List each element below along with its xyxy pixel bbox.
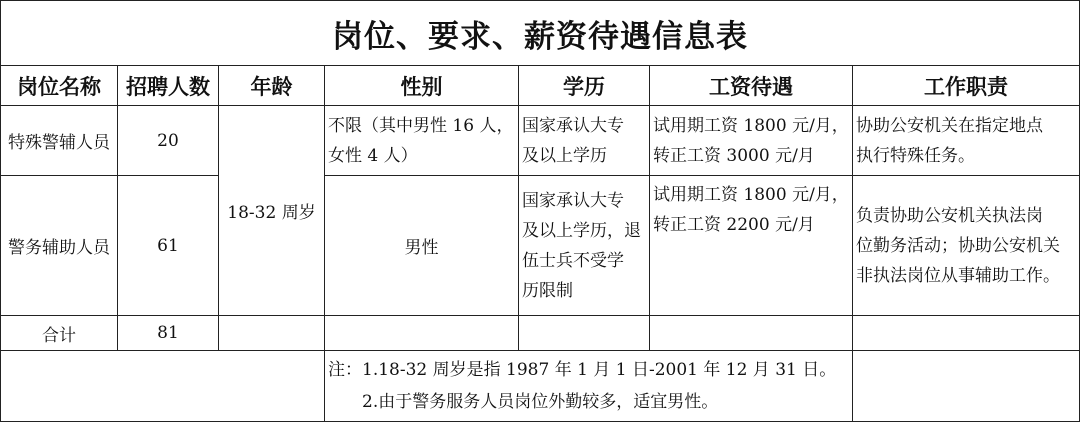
education-cell [519, 176, 650, 316]
empty-cell [519, 316, 650, 351]
gender-line: 不限（其中男性 16 人， [328, 115, 514, 136]
education-line: 历限制 [522, 280, 573, 301]
table-row [1, 106, 1080, 176]
duty-line: 位勤务活动；协助公安机关 [856, 235, 1060, 256]
total-count: 81 [118, 316, 219, 351]
duty-cell [853, 106, 1080, 176]
notes-spacer [1, 351, 325, 422]
salary-line: 试用期工资 1800 元/月， [653, 115, 849, 136]
header-duty: 工作职责 [853, 66, 1080, 106]
duty-line: 负责协助公安机关执法岗 [856, 205, 1043, 226]
empty-cell [853, 351, 1080, 422]
header-row [1, 66, 1080, 106]
salary-line: 转正工资 3000 元/月 [653, 145, 815, 166]
header-age: 年龄 [219, 66, 325, 106]
header-salary: 工资待遇 [650, 66, 853, 106]
duty-cell [853, 176, 1080, 316]
header-education: 学历 [519, 66, 650, 106]
education-cell [519, 106, 650, 176]
duty-line: 执行特殊任务。 [856, 145, 975, 166]
header-gender: 性别 [325, 66, 519, 106]
age-cell: 18-32 周岁 [219, 106, 325, 316]
education-line: 国家承认大专 [522, 115, 624, 136]
duty-line: 非执法岗位从事辅助工作。 [856, 265, 1060, 286]
salary-line: 转正工资 2200 元/月 [653, 215, 815, 235]
page-title: 岗位、要求、薪资待遇信息表 [1, 1, 1080, 66]
gender-line: 女性 4 人） [328, 145, 418, 166]
notes-row [1, 351, 1080, 422]
education-line: 及以上学历 [522, 145, 607, 166]
empty-cell [853, 316, 1080, 351]
header-count: 招聘人数 [118, 66, 219, 106]
position-cell: 警务辅助人员 [1, 176, 118, 316]
note-line: 注：1.18-32 周岁是指 1987 年 1 月 1 日-2001 年 12 月 31 日。 [328, 360, 837, 380]
education-line: 伍士兵不受学 [522, 250, 624, 271]
count-cell: 61 [118, 176, 219, 316]
table-row [1, 176, 1080, 316]
gender-cell [325, 106, 519, 176]
salary-line: 试用期工资 1800 元/月， [653, 185, 849, 205]
notes-cell [325, 351, 853, 422]
salary-cell [650, 106, 853, 176]
empty-cell [325, 316, 519, 351]
position-cell: 特殊警辅人员 [1, 106, 118, 176]
total-row [1, 316, 1080, 351]
note-line: 2.由于警务服务人员岗位外勤较多，适宜男性。 [362, 392, 719, 412]
header-position: 岗位名称 [1, 66, 118, 106]
salary-cell [650, 176, 853, 316]
duty-line: 协助公安机关在指定地点 [856, 115, 1043, 136]
total-label: 合计 [1, 316, 118, 351]
empty-cell [219, 316, 325, 351]
empty-cell [650, 316, 853, 351]
count-cell: 20 [118, 106, 219, 176]
education-line: 国家承认大专 [522, 190, 624, 211]
gender-cell: 男性 [325, 176, 519, 316]
education-line: 及以上学历，退 [522, 220, 641, 241]
